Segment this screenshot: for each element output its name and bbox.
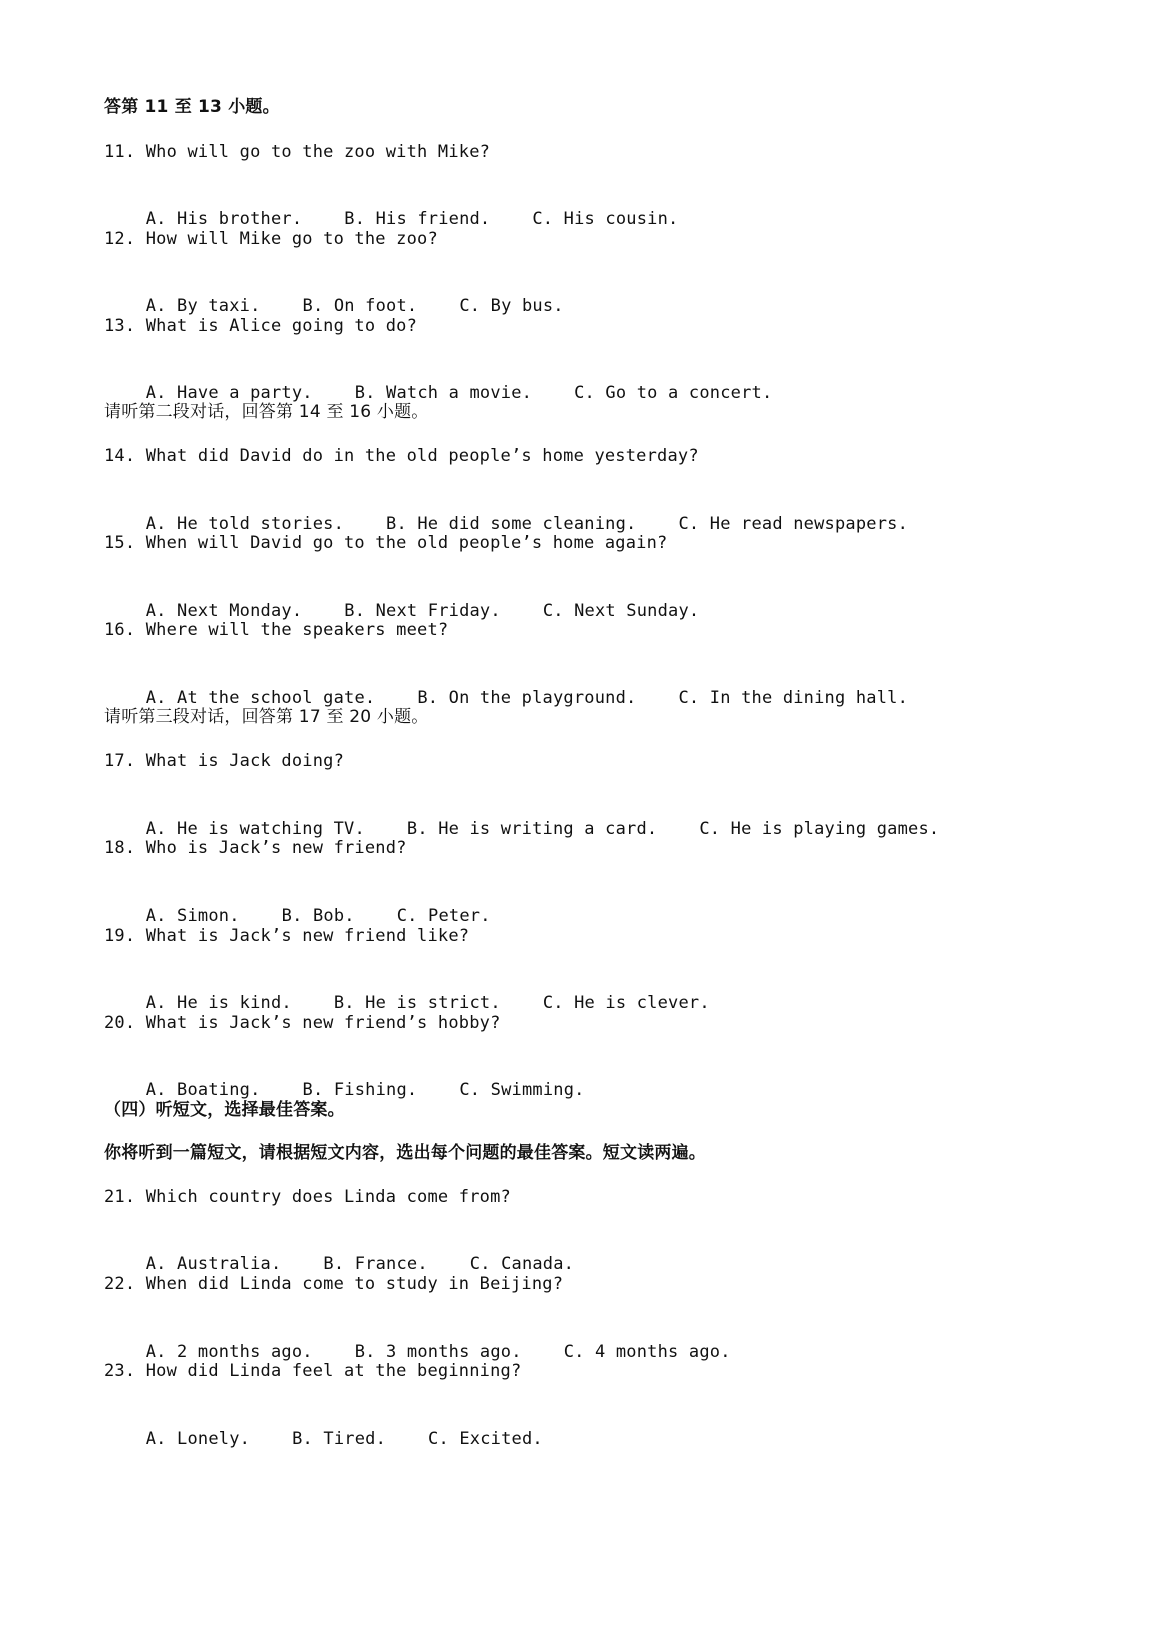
option-b: B. Tired. (292, 1429, 387, 1449)
question-19: 19. What is Jack’s new friend like? (104, 926, 470, 946)
question-13: 13. What is Alice going to do? (104, 316, 418, 336)
option-c: C. He is playing games. (699, 819, 940, 839)
option-c: C. Canada. (469, 1254, 575, 1274)
option-c: C. His cousin. (532, 209, 679, 229)
question-16: 16. Where will the speakers meet? (104, 620, 449, 640)
option-b: B. On foot. (302, 296, 418, 316)
option-b: B. On the playground. (417, 688, 637, 708)
section-header: 答第 11 至 13 小题。 (104, 97, 280, 117)
option-b: B. France. (323, 1254, 428, 1274)
question-12: 12. How will Mike go to the zoo? (104, 229, 438, 249)
option-c: C. He is clever. (542, 993, 710, 1013)
option-a: A. 2 months ago. (145, 1342, 313, 1362)
option-a: A. He told stories. (145, 514, 345, 534)
option-c: C. By bus. (459, 296, 564, 316)
option-a: A. Lonely. (145, 1429, 251, 1449)
part4-instruction: 你将听到一篇短文，请根据短文内容，选出每个问题的最佳答案。短文读两遍。 (104, 1143, 706, 1163)
option-b: B. He did some cleaning. (386, 514, 637, 534)
option-c: C. Next Sunday. (542, 601, 700, 621)
option-a: A. By taxi. (145, 296, 261, 316)
options-23 (104, 1403, 543, 1475)
section-intro-3: 请听第三段对话，回答第 17 至 20 小题。 (104, 707, 429, 727)
option-b: B. Watch a movie. (354, 383, 533, 403)
option-c: C. Peter. (396, 906, 491, 926)
option-a: A. Simon. (145, 906, 240, 926)
option-c: C. Go to a concert. (574, 383, 773, 403)
question-22: 22. When did Linda come to study in Beijing? (104, 1274, 564, 1294)
part4-title: （四）听短文，选择最佳答案。 (104, 1100, 345, 1120)
option-b: B. Next Friday. (344, 601, 501, 621)
option-a: A. Next Monday. (145, 601, 303, 621)
option-b: B. He is strict. (333, 993, 501, 1013)
option-b: B. 3 months ago. (354, 1342, 522, 1362)
question-20: 20. What is Jack’s new friend’s hobby? (104, 1013, 501, 1033)
question-23: 23. How did Linda feel at the beginning? (104, 1361, 522, 1381)
option-c: C. In the dining hall. (678, 688, 909, 708)
option-a: A. He is watching TV. (145, 819, 365, 839)
question-14: 14. What did David do in the old people’s home yesterday? (104, 446, 699, 466)
option-a: A. Have a party. (145, 383, 313, 403)
option-b: B. He is writing a card. (406, 819, 658, 839)
option-c: C. Excited. (428, 1429, 543, 1449)
question-11: 11. Who will go to the zoo with Mike? (104, 142, 491, 162)
question-17: 17. What is Jack doing? (104, 751, 345, 771)
option-b: B. Bob. (281, 906, 355, 926)
section-intro-2: 请听第二段对话，回答第 14 至 16 小题。 (104, 402, 429, 422)
option-c: C. He read newspapers. (678, 514, 909, 534)
question-18: 18. Who is Jack’s new friend? (104, 838, 407, 858)
option-a: A. Boating. (145, 1080, 261, 1100)
question-21: 21. Which country does Linda come from? (104, 1187, 511, 1207)
option-a: A. He is kind. (145, 993, 292, 1013)
option-a: A. His brother. (145, 209, 303, 229)
option-c: C. Swimming. (459, 1080, 585, 1100)
option-c: C. 4 months ago. (563, 1342, 731, 1362)
option-b: B. His friend. (344, 209, 491, 229)
option-a: A. Australia. (145, 1254, 282, 1274)
question-15: 15. When will David go to the old people’s home again? (104, 533, 668, 553)
option-a: A. At the school gate. (145, 688, 376, 708)
option-b: B. Fishing. (302, 1080, 418, 1100)
